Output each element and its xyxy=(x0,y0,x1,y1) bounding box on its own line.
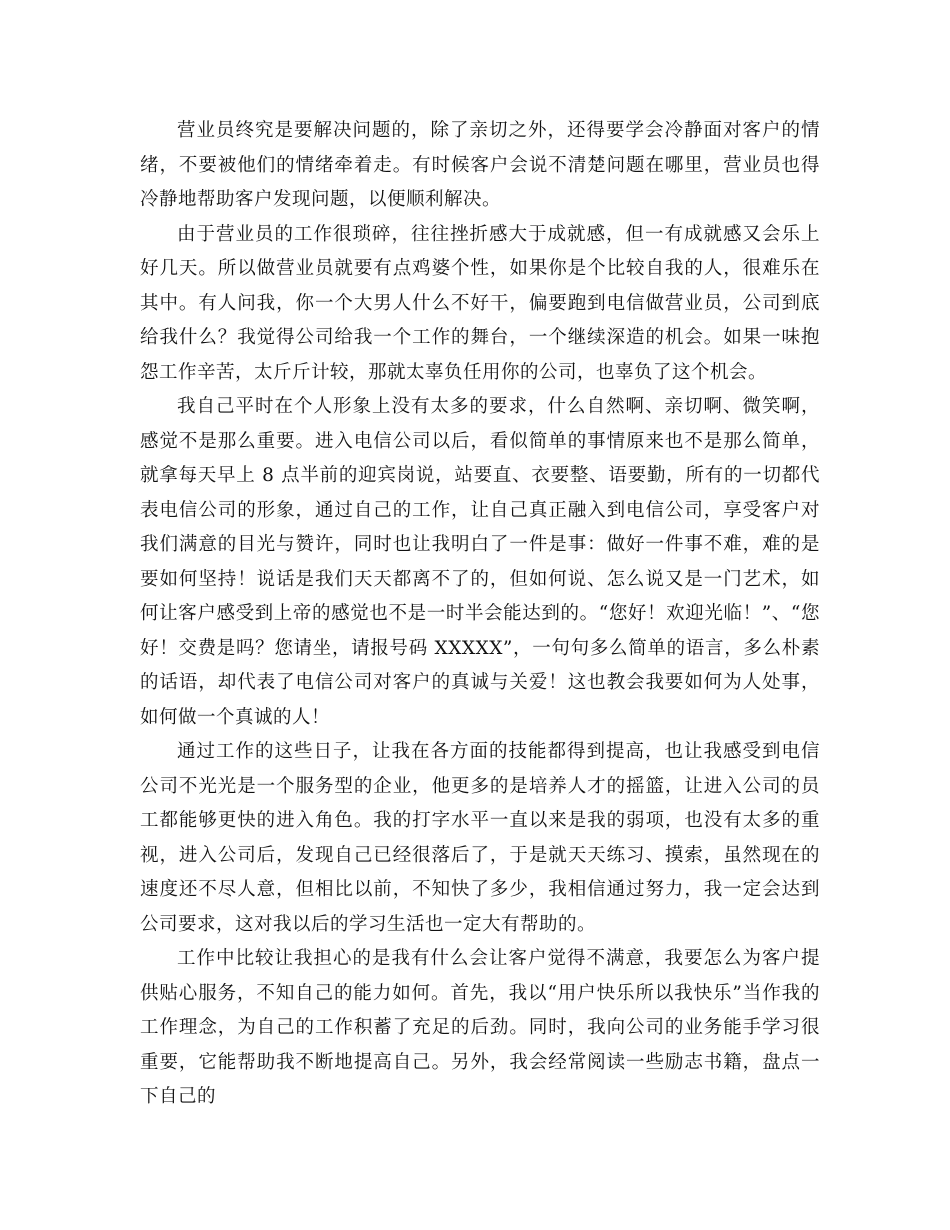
document-body xyxy=(140,114,820,1115)
paragraph-3: 我自己平时在个人形象上没有太多的要求，什么自然啊、亲切啊、微笑啊，感觉不是那么重要。进入电信公司以后，看似简单的事情原来也不是那么简单，就拿每天早上 8 点半前的迎宾岗说，站要直、衣要整、语要勤，所有的一切都代表电信公司的形象，通过自己的工作，让自己真正融入到电信公司，享受客户对我们满意的目光与赞许，同时也让我明白了一件是事：做好一件事不难，难的是要如何坚持！说话是我们天天都离不了的，但如何说、怎么说又是一门艺术，如何让客户感受到上帝的感觉也不是一时半会能达到的。“您好！欢迎光临！”、“您好！交费是吗？您请坐，请报号码 XXXXX”，一句句多么简单的语言，多么朴素的话语，却代表了电信公司对客户的真诚与关爱！这也教会我要如何为人处事，如何做一个真诚的人！ xyxy=(140,396,820,728)
paragraph-1: 营业员终究是要解决问题的，除了亲切之外，还得要学会冷静面对客户的情绪，不要被他们的情绪牵着走。有时候客户会说不清楚问题在哪里，营业员也得冷静地帮助客户发现问题，以便顺利解决。 xyxy=(140,120,820,210)
paragraph-5: 工作中比较让我担心的是我有什么会让客户觉得不满意，我要怎么为客户提供贴心服务，不知自己的能力如何。首先，我以“用户快乐所以我快乐”当作我的工作理念，为自己的工作积蓄了充足的后劲。同时，我向公司的业务能手学习很重要，它能帮助我不断地提高自己。另外，我会经常阅读一些励志书籍，盘点一下自己的 xyxy=(140,948,820,1107)
paragraph-4: 通过工作的这些日子，让我在各方面的技能都得到提高，也让我感受到电信公司不光光是一个服务型的企业，他更多的是培养人才的摇篮，让进入公司的员工都能够更快的进入角色。我的打字水平一直以来是我的弱项，也没有太多的重视，进入公司后，发现自己已经很落后了，于是就天天练习、摸索，虽然现在的速度还不尽人意，但相比以前，不知快了多少，我相信通过努力，我一定会达到公司要求，这对我以后的学习生活也一定大有帮助的。 xyxy=(140,741,820,935)
paragraph-2: 由于营业员的工作很琐碎，往往挫折感大于成就感，但一有成就感又会乐上好几天。所以做营业员就要有点鸡婆个性，如果你是个比较自我的人，很难乐在其中。有人问我，你一个大男人什么不好干，偏要跑到电信做营业员，公司到底给我什么？我觉得公司给我一个工作的舞台，一个继续深造的机会。如果一味抱怨工作辛苦，太斤斤计较，那就太辜负任用你的公司，也辜负了这个机会。 xyxy=(140,223,820,383)
